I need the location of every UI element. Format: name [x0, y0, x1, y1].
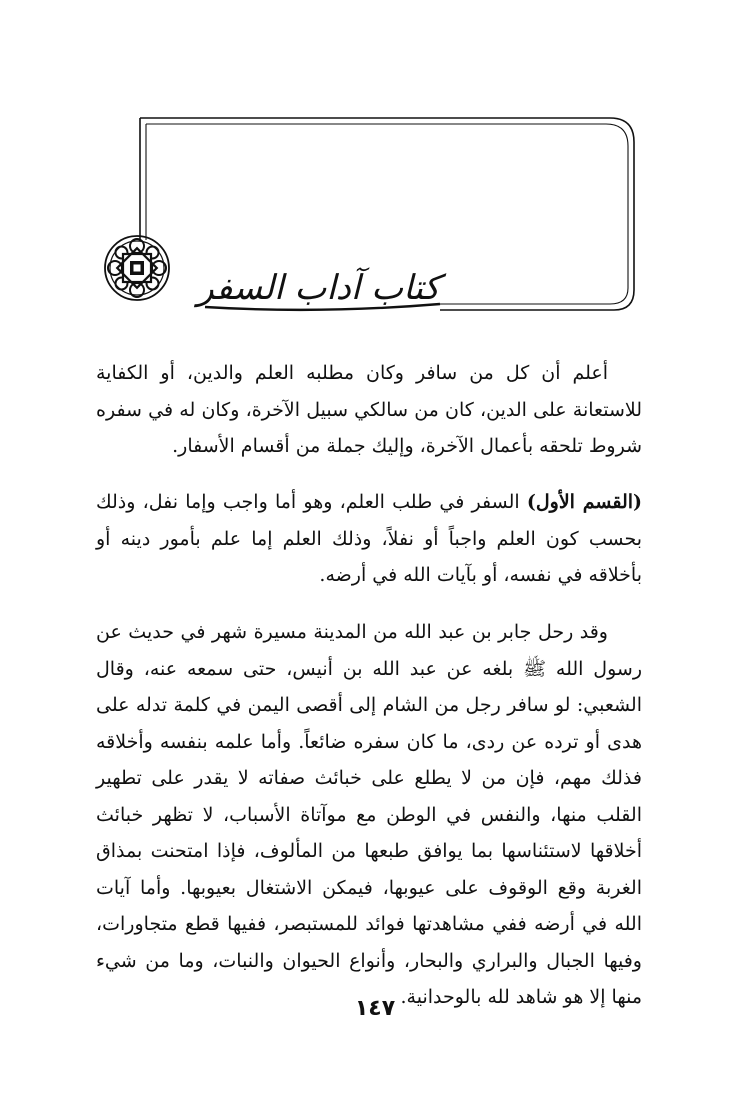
- paragraph-1: [96, 355, 642, 465]
- paragraph-2-text: السفر في طلب العلم، وهو أما واجب وإما نفل، وذلك بحسب كون العلم واجباً أو نفلاً، وذلك العلم إما علم بأمور دينه أو بأخلاقه في نفسه، أو بآيات الله في أرضه.: [96, 491, 642, 586]
- ornament-rosette-icon: [105, 236, 169, 300]
- paragraph-2: [96, 484, 642, 594]
- paragraph-3-text: وقد رحل جابر بن عبد الله من المدينة مسيرة شهر في حديث عن رسول الله ﷺ بلغه عن عبد الله بن أنيس، حتى سمعه عنه، وقال الشعبي: لو سافر رجل من الشام إلى أقصى اليمن في كلمة تدله على هدى أو ترده عن ردى، ما كان سفره ضائعاً. وأما علمه بنفسه وأخلاقه فذلك مهم، فإن من لا يطلع على خبائث صفاته لا يقدر على تطهير القلب منها، والنفس في الوطن مع موآتاة الأسباب، لا تظهر خبائث أخلاقها لاستئناسها بما يوافق طبعها من المألوف، فإذا امتحنت بمذاق الغربة وقع الوقوف على عيوبها، فيمكن الاشتغال بعيوبها. وأما آيات الله في أرضه ففي مشاهدتها فوائد للمستبصر، ففيها قطع متجاورات، وفيها الجبال والبراري والبحار، وأنواع الحيوان والنبات، وما من شيء منها إلا هو شاهد لله بالوحدانية.: [96, 621, 642, 1008]
- section-heading: (القسم الأول): [526, 491, 643, 513]
- page-number: ١٤٧: [354, 996, 396, 1021]
- chapter-title: كتاب آداب السفر: [197, 268, 440, 308]
- paragraph-3: [96, 614, 642, 1016]
- chapter-frame: [0, 0, 750, 400]
- paragraph-1-text: أعلم أن كل من سافر وكان مطلبه العلم والدين، أو الكفاية للاستعانة على الدين، كان من سالكي سبيل الآخرة، وكان له في سفره شروط تلحقه بأعمال الآخرة، وإليك جملة من أقسام الأسفار.: [96, 362, 642, 457]
